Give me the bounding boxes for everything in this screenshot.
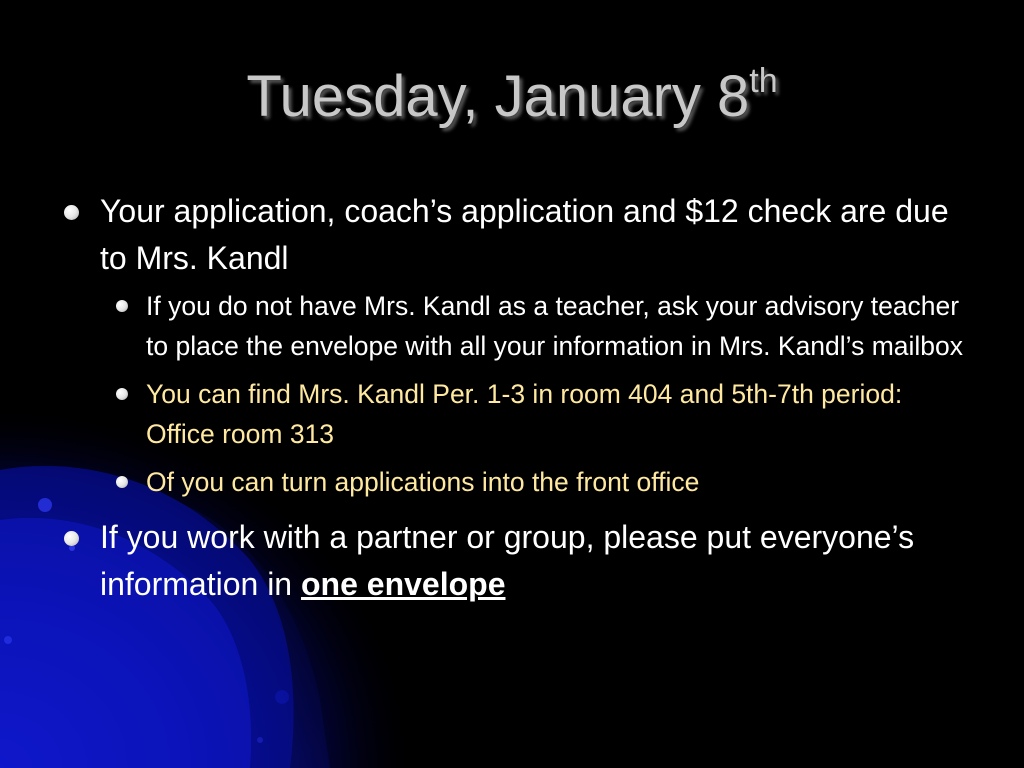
sub-bullet-text: Of you can turn applications into the front office: [146, 467, 700, 497]
sub-bullet-item-highlight: [100, 374, 972, 454]
bullet-item: [62, 188, 972, 282]
emphasis-text: one envelope: [300, 566, 506, 602]
sub-bullet-text: You can find Mrs. Kandl Per. 1-3 in room 404 and 5th-7th period: Office room 313: [146, 379, 903, 449]
sub-bullet-item-highlight: [100, 462, 972, 502]
title-text: Tuesday, January 8: [246, 64, 750, 129]
slide-title: [0, 62, 1024, 132]
bullet-item: [62, 514, 972, 608]
title-superscript: th: [749, 62, 778, 100]
bullet-text: If you work with a partner or group, please put everyone’s information in: [100, 519, 915, 602]
bullet-dot-icon: [64, 205, 79, 220]
bullet-dot-icon: [116, 476, 128, 488]
bullet-list: [62, 188, 972, 608]
bullet-text: Your application, coach’s application and $12 check are due to Mrs. Kandl: [100, 193, 949, 276]
bullet-dot-icon: [116, 388, 128, 400]
bullet-dot-icon: [116, 300, 128, 312]
sub-bullet-list: [100, 286, 972, 502]
bullet-dot-icon: [64, 531, 79, 546]
sub-bullet-text: If you do not have Mrs. Kandl as a teacher, ask your advisory teacher to place the envelope with all your information in Mrs. Kandl’s mailbox: [146, 291, 964, 361]
sub-bullet-item: [100, 286, 972, 366]
